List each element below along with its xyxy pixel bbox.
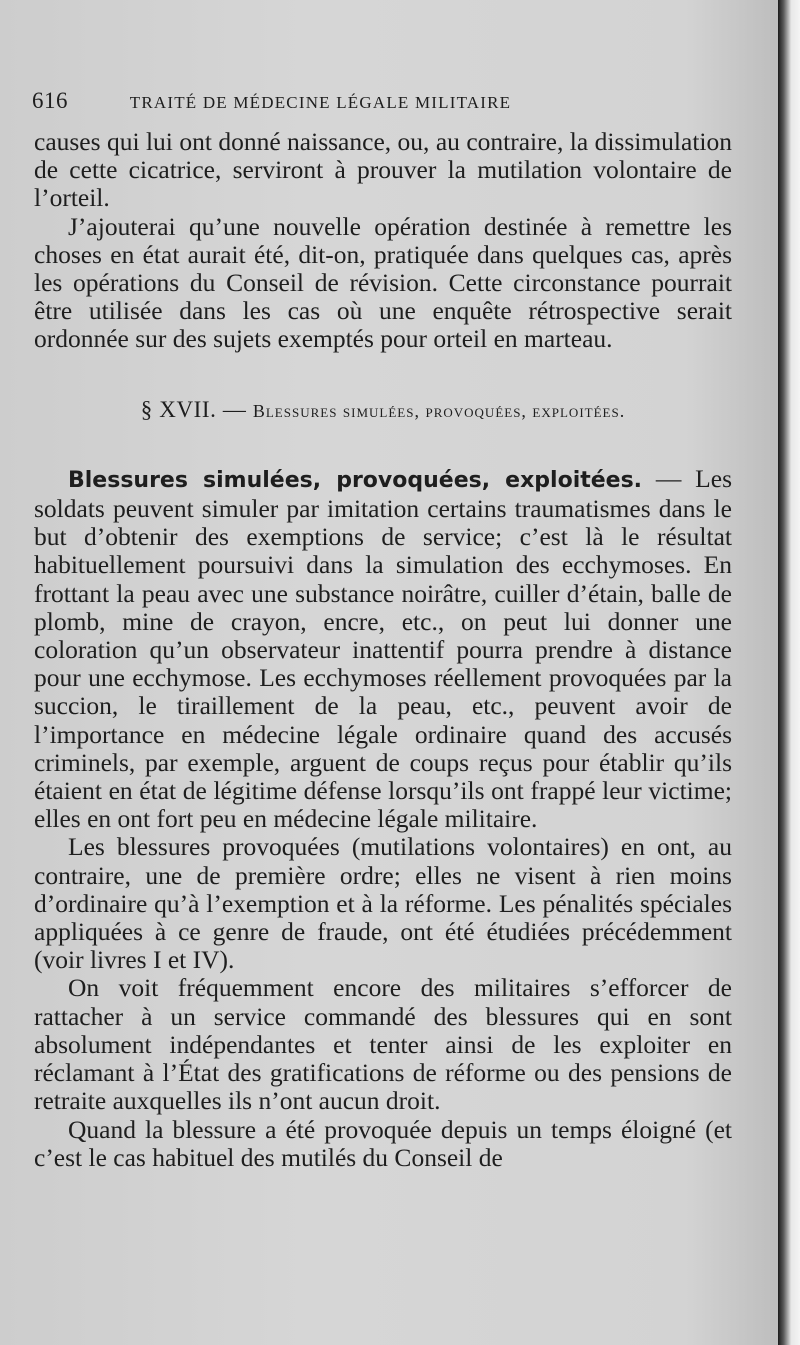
section-number: § XVII. — bbox=[140, 396, 247, 422]
running-title: TRAITÉ DE MÉDECINE LÉGALE MILITAIRE bbox=[129, 93, 512, 112]
paragraph: Les blessures provoquées (mutilations volontaires) en ont, au contraire, une de première ordre; elles ne visent à rien moins d’ordinaire qu’à l’exemption et à la réforme. Les pénalités spéciales appliquées à ce genre de fraude, ont été étudiées précédemment (voir livres I et IV). bbox=[34, 832, 732, 975]
page-body bbox=[34, 128, 732, 1172]
paragraph: On voit fréquemment encore des militaires s’efforcer de rattacher à un service commandé des blessures qui en sont absolument indépendantes et tenter ainsi de les exploiter en réclamant à l’État des gratifications de réforme ou des pensions de retraite auxquelles ils n’ont aucun droit. bbox=[34, 973, 732, 1116]
section-title: Blessures simulées, provoquées, exploitées. bbox=[252, 400, 626, 421]
lead-text: — Les soldats peuvent simuler par imitation certains traumatismes dans le but d’obtenir des exemptions de service; c’est là le résultat habituellement poursuivi dans la simulation des ecchymoses. En frottant la peau avec une substance noirâtre, cuiller d’étain, balle de plomb, mine de crayon, encre, etc., on peut lui donner une coloration qu’un observateur inattentif pourra prendre à distance pour une ecchymose. Les ecchymoses réellement provoquées par la succion, le tiraillement de la peau, etc., peuvent avoir de l’importance en médecine légale ordinaire quand des accusés criminels, par exemple, arguent de coups reçus pour établir qu’ils étaient en état de légitime défense lorsqu’ils ont frappé leur victime; elles en ont fort peu en médecine légale militaire. bbox=[34, 463, 732, 834]
running-header bbox=[32, 88, 732, 114]
paragraph-lead bbox=[34, 465, 732, 834]
section-heading bbox=[34, 396, 732, 425]
paragraph: Quand la blessure a été provoquée depuis un temps éloigné (et c’est le cas habituel des mutilés du Conseil de bbox=[34, 1114, 732, 1172]
paragraph: J’ajouterai qu’une nouvelle opération destinée à remettre les choses en état aurait été, dit-on, pratiquée dans quelques cas, après les opérations du Conseil de révision. Cette circonstance pourrait être utilisée dans les cas où une enquête rétrospective serait ordonnée sur des sujets exemptés pour orteil en marteau. bbox=[34, 211, 732, 354]
page-number: 616 bbox=[32, 88, 68, 113]
binding-gutter bbox=[778, 0, 800, 1345]
paragraph-continued: causes qui lui ont donné naissance, ou, au contraire, la dissimulation de cette cicatrice, serviront à prouver la mutilation volontaire de l’orteil. bbox=[34, 127, 732, 213]
lead-heading: Blessures simulées, provoquées, exploitées. bbox=[68, 467, 643, 493]
